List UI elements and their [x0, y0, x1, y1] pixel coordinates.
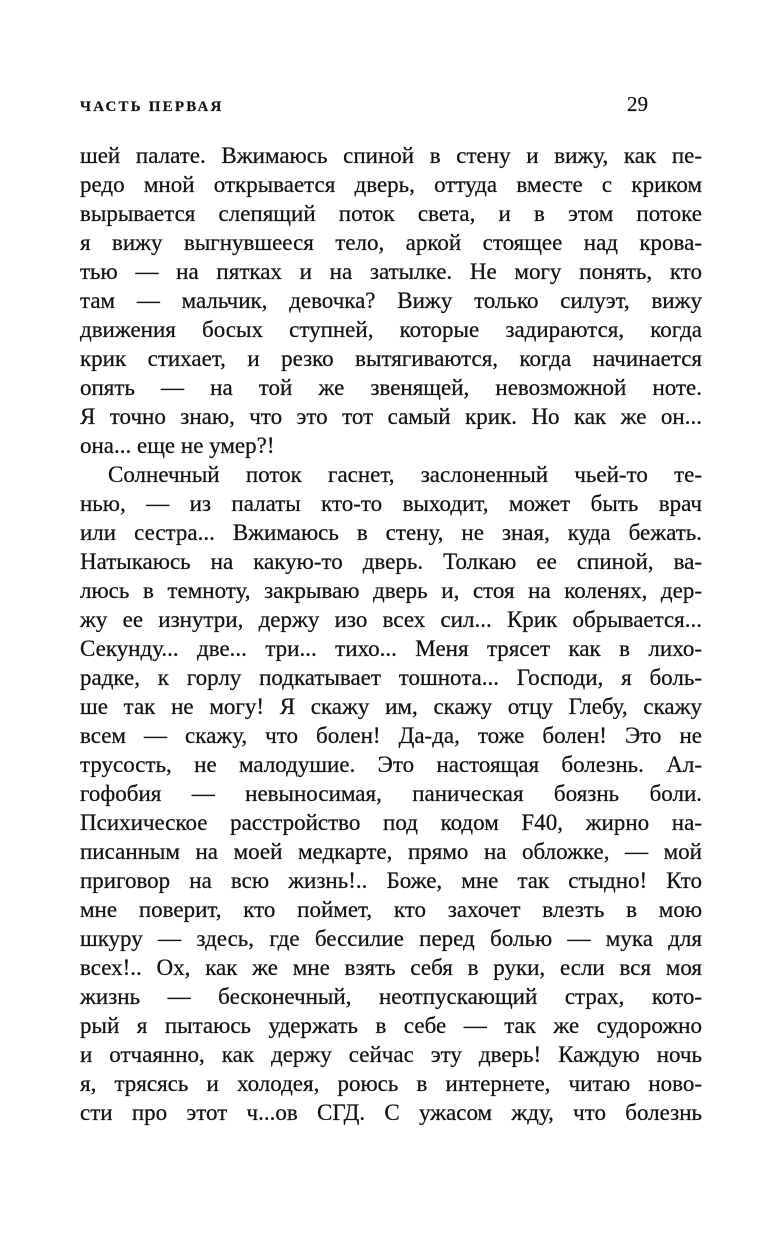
page-number: 29	[627, 92, 648, 116]
text-line: крик стихает, и резко вытягиваются, когда начинается	[80, 346, 702, 371]
text-line: гофобия — невыносимая, паническая боязнь боли.	[80, 781, 702, 806]
text-line: шей палате. Вжимаюсь спиной в стену и вижу, как пе-	[80, 143, 702, 168]
text-line: приговор на всю жизнь!.. Боже, мне так стыдно! Кто	[80, 868, 702, 893]
text-line: Психическое расстройство под кодом F40, жирно на-	[80, 810, 702, 835]
text-line: Секунду... две... три... тихо... Меня трясет как в лихо-	[80, 636, 702, 661]
text-line: я вижу выгнувшееся тело, аркой стоящее над крова-	[80, 230, 702, 255]
text-line: движения босых ступней, которые задираются, когда	[80, 317, 702, 342]
text-line: писанным на моей медкарте, прямо на обложке, — мой	[80, 839, 702, 864]
text-line: редо мной открывается дверь, оттуда вместе с криком	[80, 172, 702, 197]
text-line: или сестра... Вжимаюсь в стену, не зная, куда бежать.	[80, 520, 702, 545]
text-line: там — мальчик, девочка? Вижу только силуэт, вижу	[80, 288, 702, 313]
text-line: люсь в темноту, закрываю дверь и, стоя на коленях, дер-	[80, 578, 702, 603]
section-title: ЧАСТЬ ПЕРВАЯ	[80, 99, 224, 115]
text-line: жу ее изнутри, держу изо всех сил... Крик обрывается...	[80, 607, 702, 632]
text-line: Солнечный поток гаснет, заслоненный чьей-то те-	[108, 462, 702, 487]
text-line: Я точно знаю, что это тот самый крик. Но как же он...	[80, 404, 702, 429]
text-line: мне поверит, кто поймет, кто захочет влезть в мою	[80, 897, 702, 922]
text-line: и отчаянно, как держу сейчас эту дверь! Каждую ночь	[80, 1042, 702, 1067]
text-line: нью, — из палаты кто-то выходит, может быть врач	[80, 491, 702, 516]
running-header	[80, 92, 648, 117]
text-line: всем — скажу, что болен! Да-да, тоже болен! Это не	[80, 723, 702, 748]
text-line: она... еще не умер?!	[80, 433, 275, 458]
text-line: жизнь — бесконечный, неотпускающий страх, кото-	[80, 984, 702, 1009]
text-line: тью — на пятках и на затылке. Не могу понять, кто	[80, 259, 702, 284]
text-line: всех!.. Ох, как же мне взять себя в руки, если вся моя	[80, 955, 702, 980]
text-line: рый я пытаюсь удержать в себе — так же судорожно	[80, 1013, 702, 1038]
text-line: вырывается слепящий поток света, и в этом потоке	[80, 201, 702, 226]
text-line: опять — на той же звенящей, невозможной ноте.	[80, 375, 702, 400]
text-line: радке, к горлу подкатывает тошнота... Господи, я боль-	[80, 665, 702, 690]
paragraph	[80, 460, 702, 1127]
text-line: сти про этот ч...ов СГД. С ужасом жду, что болезнь	[80, 1100, 702, 1125]
paragraph	[80, 141, 702, 460]
text-line: я, трясясь и холодея, роюсь в интернете, читаю ново-	[80, 1071, 702, 1096]
text-line: трусость, не малодушие. Это настоящая болезнь. Ал-	[80, 752, 702, 777]
text-line: шкуру — здесь, где бессилие перед болью — мука для	[80, 926, 702, 951]
text-line: ше так не могу! Я скажу им, скажу отцу Глебу, скажу	[80, 694, 702, 719]
page-body	[80, 141, 702, 1127]
text-line: Натыкаюсь на какую-то дверь. Толкаю ее спиной, ва-	[80, 549, 702, 574]
